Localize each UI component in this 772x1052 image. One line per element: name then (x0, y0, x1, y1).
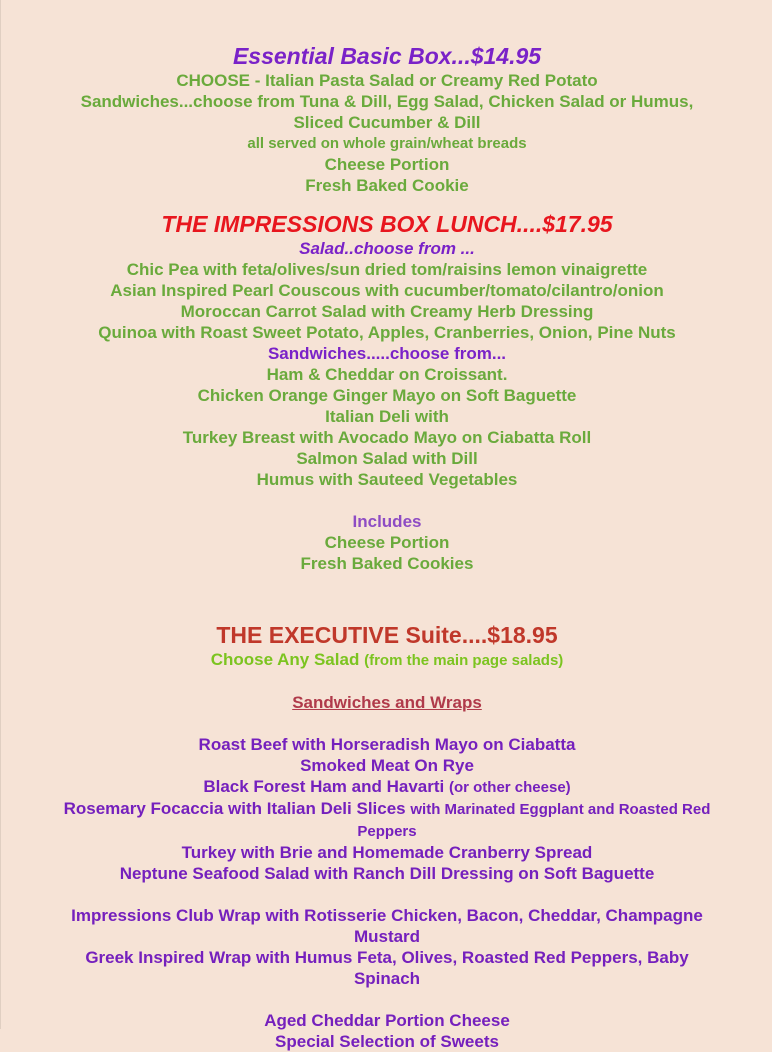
executive-sandwich-item: Smoked Meat On Rye (300, 756, 474, 775)
executive-wrap-item: Greek Inspired Wrap with Humus Feta, Olives, Roasted Red Peppers, Baby Spinach (85, 948, 689, 988)
impressions-salad-item: Chic Pea with feta/olives/sun dried tom/raisins lemon vinaigrette (126, 260, 648, 279)
impressions-box-title: THE IMPRESSIONS BOX LUNCH....$17.95 (161, 211, 613, 237)
basic-box-breads: all served on whole grain/wheat breads (247, 135, 527, 152)
impressions-salad-heading: Salad..choose from ... (299, 239, 475, 258)
executive-sandwich-item: Roast Beef with Horseradish Mayo on Ciabatta (198, 735, 576, 754)
impressions-sandwich-item: Italian Deli with (325, 407, 449, 426)
impressions-salad-item: Moroccan Carrot Salad with Creamy Herb Dressing (180, 302, 594, 321)
executive-sandwich-item: Turkey with Brie and Homemade Cranberry Spread (181, 843, 593, 862)
impressions-sandwich-item: Humus with Sauteed Vegetables (256, 470, 518, 489)
executive-item-label: Rosemary Focaccia with Italian Deli Slices (63, 799, 406, 818)
impressions-salad-item: Quinoa with Roast Sweet Potato, Apples, Cranberries, Onion, Pine Nuts (98, 323, 676, 342)
executive-sandwiches-heading: Sandwiches and Wraps (292, 693, 482, 712)
executive-item-note: with Marinated Eggplant and Roasted Red Peppers (357, 801, 711, 840)
basic-box-title: Essential Basic Box...$14.95 (232, 43, 542, 69)
executive-sandwich-item (57, 776, 717, 798)
executive-sweets: Special Selection of Sweets (275, 1032, 499, 1051)
impressions-sandwich-item: Ham & Cheddar on Croissant. (266, 365, 508, 384)
basic-box-cheese: Cheese Portion (324, 155, 450, 174)
basic-box-choose: CHOOSE - Italian Pasta Salad or Creamy Red Potato (176, 71, 598, 90)
executive-choose-salad (57, 649, 717, 671)
basic-box-sandwiches: Sandwiches...choose from Tuna & Dill, Egg Salad, Chicken Salad or Humus, Sliced Cucumber & Dill (80, 92, 694, 132)
basic-box-cookie: Fresh Baked Cookie (305, 176, 469, 195)
impressions-sandwich-item: Turkey Breast with Avocado Mayo on Ciabatta Roll (182, 428, 592, 447)
impressions-sandwich-item: Salmon Salad with Dill (296, 449, 478, 468)
impressions-cheese: Cheese Portion (324, 533, 450, 552)
executive-suite-title: THE EXECUTIVE Suite....$18.95 (216, 622, 558, 648)
impressions-includes: Includes (352, 512, 422, 531)
impressions-cookies: Fresh Baked Cookies (300, 554, 474, 573)
impressions-salad-item: Asian Inspired Pearl Couscous with cucumber/tomato/cilantro/onion (110, 281, 664, 300)
executive-sandwich-item (51, 798, 723, 842)
executive-item-note: (or other cheese) (448, 779, 571, 796)
menu-page (1, 0, 772, 1052)
impressions-sandwich-item: Chicken Orange Ginger Mayo on Soft Baguette (197, 386, 577, 405)
executive-item-label: Black Forest Ham and Havarti (203, 777, 445, 796)
executive-wrap-item: Impressions Club Wrap with Rotisserie Chicken, Bacon, Cheddar, Champagne Mustard (71, 906, 703, 946)
impressions-sandwich-heading: Sandwiches.....choose from... (267, 344, 507, 363)
executive-cheese: Aged Cheddar Portion Cheese (264, 1011, 510, 1030)
executive-choose-salad-note: (from the main page salads) (364, 652, 564, 669)
executive-sandwich-item: Neptune Seafood Salad with Ranch Dill Dressing on Soft Baguette (119, 864, 655, 883)
executive-choose-salad-label: Choose Any Salad (210, 650, 360, 669)
